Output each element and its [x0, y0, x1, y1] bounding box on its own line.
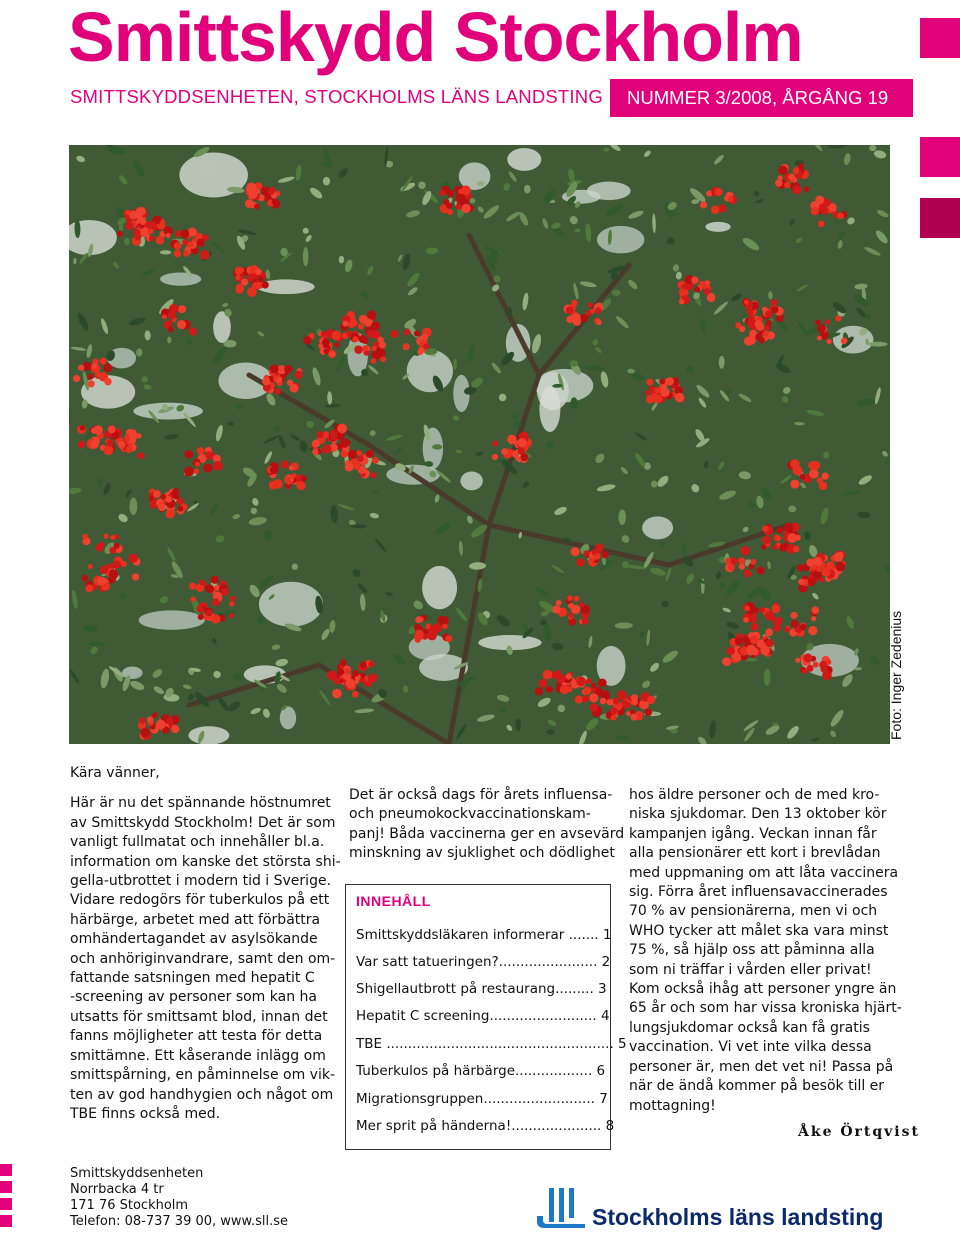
text-line: personer är, men det vet ni! Passa på [629, 1058, 894, 1075]
toc-heading: INNEHÅLL [356, 893, 431, 909]
toc-item[interactable]: Tuberkulos på härbärge.................. 6 [356, 1063, 606, 1079]
decor-square [920, 137, 960, 177]
toc-item[interactable]: Mer sprit på händerna!..................... 8 [356, 1118, 615, 1134]
toc-item[interactable]: Hepatit C screening......................... 4 [356, 1008, 610, 1024]
text-line: WHO tycker att målet ska vara minst [629, 922, 889, 939]
text-line: 70 % av pensionärerna, men vi och [629, 903, 878, 920]
cover-photo [69, 145, 890, 744]
text-line: ten av god handhygien och något om [70, 1086, 334, 1103]
text-line: niska sjukdomar. Den 13 oktober kör [629, 806, 887, 823]
table-of-contents [345, 884, 627, 1150]
text-line: vanligt fullmatat och innehåller bl.a. [70, 834, 325, 851]
footer-address [70, 1166, 288, 1230]
text-line: när de ändå kommer på besök till er [629, 1078, 885, 1095]
text-line: som ni träffar i vården eller privat! [629, 961, 872, 978]
toc-item[interactable]: Shigellautbrott på restaurang......... 3 [356, 981, 607, 997]
address-line[interactable]: Telefon: 08-737 39 00, www.sll.se [70, 1214, 289, 1229]
toc-item[interactable]: Migrationsgruppen.......................... 7 [356, 1091, 608, 1107]
footer-decor-square [0, 1198, 12, 1210]
text-line: sig. Förra året influensavaccinerades [629, 884, 888, 901]
address-line: Smittskyddsenheten [70, 1166, 204, 1181]
text-line: härbärge, arbetet med att förbättra [70, 911, 321, 928]
text-line: kampanjen igång. Veckan innan får [629, 825, 877, 842]
text-line: 75 %, så hjälp oss att påminna alla [629, 942, 875, 959]
text-line: Vidare redogörs för tuberkulos på ett [70, 892, 330, 909]
sll-logo-text: Stockholms läns landsting [592, 1204, 884, 1230]
decor-square [920, 18, 960, 58]
text-line: -screening av personer som kan ha [70, 989, 317, 1006]
text-line: vaccination. Vi vet inte vilka dessa [629, 1039, 872, 1056]
text-line: utsatts för smittsamt blod, innan det [70, 1008, 328, 1025]
toc-item[interactable]: Smittskyddsläkaren informerar ....... 1 [356, 927, 612, 943]
issue-number-badge: NUMMER 3/2008, ÅRGÅNG 19 [610, 79, 913, 117]
text-line: mottagning! [629, 1097, 716, 1114]
text-line: smittspårning, en påminnelse om vik- [70, 1067, 336, 1084]
text-line: Det är också dags för årets influensa- [349, 787, 613, 803]
text-line: smittämne. Ett kåserande inlägg om [70, 1047, 326, 1064]
footer-decor-square [0, 1164, 12, 1176]
address-line: 171 76 Stockholm [70, 1198, 189, 1213]
letter-paragraph-1 [70, 794, 341, 1124]
toc-item[interactable]: Var satt tatueringen?....................... 2 [356, 954, 611, 970]
letter-column-2 [349, 786, 625, 864]
photo-credit: Foto: Inger Zedenius [888, 610, 904, 740]
text-line: 65 år och som har vissa kroniska hjärt- [629, 1000, 902, 1017]
text-line: fattande satsningen med hepatit C [70, 970, 315, 987]
text-line: minskning av sjuklighet och dödlighet [349, 845, 615, 862]
letter-greeting: Kära vänner, [70, 765, 160, 781]
sll-logo-icon [535, 1186, 587, 1230]
text-line: och pneumokockvaccinationskam- [349, 806, 591, 823]
masthead-subtitle: SMITTSKYDDSENHETEN, STOCKHOLMS LÄNS LANDSTING [70, 86, 603, 107]
letter-column-3 [629, 786, 902, 1116]
text-line: information om kanske det största shi- [70, 853, 341, 870]
text-line: och anhöriginvandrare, samt den om- [70, 950, 336, 967]
text-line: gella-utbrottet i modern tid i Sverige. [70, 873, 332, 890]
text-line: lungsjukdomar också kan få gratis [629, 1019, 870, 1036]
letter-paragraph-3 [629, 786, 902, 1116]
text-line: TBE finns också med. [70, 1105, 221, 1122]
footer-decor-square [0, 1181, 12, 1193]
text-line: fanns möjligheter att testa för detta [70, 1028, 323, 1045]
text-line: Här är nu det spännande höstnumret [70, 795, 331, 812]
text-line: hos äldre personer och de med kro- [629, 787, 880, 803]
signature: Åke Örtqvist [798, 1124, 920, 1140]
text-line: av Smittskydd Stockholm! Det är som [70, 814, 336, 831]
text-line: Kom också ihåg att personer yngre än [629, 981, 897, 998]
text-line: alla pensionärer ett kort i brevlådan [629, 845, 881, 862]
text-line: panj! Båda vaccinerna ger en avsevärd [349, 825, 625, 842]
rowan-tree-photo [69, 145, 890, 744]
footer-decor-square [0, 1215, 12, 1227]
text-line: med uppmaning om att låta vaccinera [629, 864, 899, 881]
letter-paragraph-2 [349, 786, 625, 864]
decor-square [920, 198, 960, 238]
letter-column-1 [70, 764, 341, 1124]
masthead-title: Smittskydd Stockholm [68, 0, 803, 76]
toc-item[interactable]: TBE ..................................................... 5 [356, 1036, 627, 1052]
text-line: omhändertagandet av asylsökande [70, 931, 318, 948]
address-line: Norrbacka 4 tr [70, 1182, 164, 1197]
